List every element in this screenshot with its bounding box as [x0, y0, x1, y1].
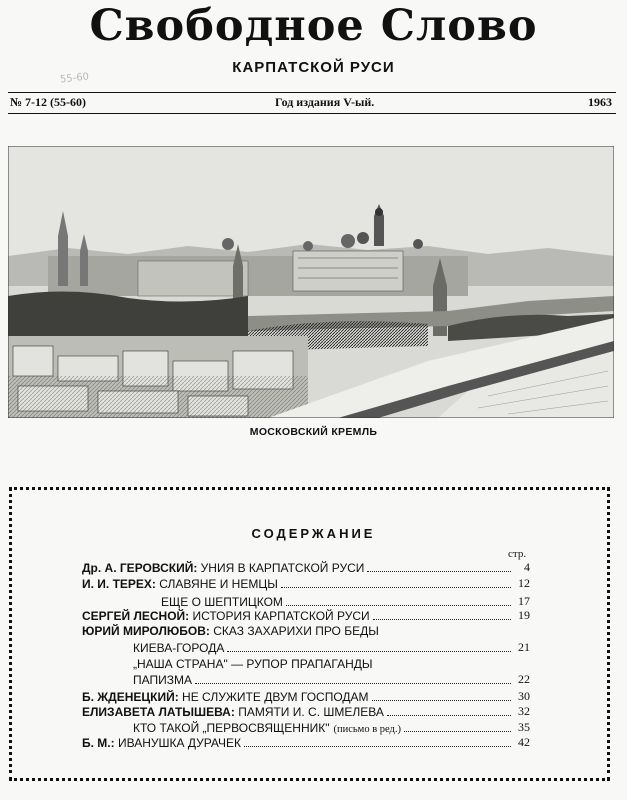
toc-title-cont: КИЕВА-ГОРОДА: [133, 641, 225, 655]
dot-leader: [367, 571, 511, 572]
toc-title: УНИЯ В КАРПАТСКОЙ РУСИ: [200, 561, 365, 575]
dot-leader: [281, 587, 511, 588]
toc-entry: [82, 704, 530, 719]
toc-author: Б. М.:: [82, 736, 115, 750]
toc-entry: [133, 656, 530, 671]
toc-title: СКАЗ ЗАХАРИХИ ПРО БЕДЫ: [213, 624, 379, 638]
toc-page: 30: [518, 689, 530, 703]
top-rule: [8, 92, 616, 93]
toc-title: СЛАВЯНЕ И НЕМЦЫ: [159, 577, 278, 591]
toc-entry: [82, 608, 530, 623]
toc-entry: [82, 623, 530, 638]
toc-note: (письмо в ред.): [333, 724, 402, 735]
toc-entry: [133, 720, 530, 735]
toc-page: 42: [518, 735, 530, 749]
dot-leader: [286, 605, 511, 606]
toc-page: 21: [518, 640, 530, 654]
dot-leader: [387, 715, 511, 716]
dot-leader: [227, 651, 511, 652]
newspaper-title: Свободное Слово: [89, 1, 538, 51]
dot-leader: [372, 700, 511, 701]
newspaper-subtitle: КАРПАТСКОЙ РУСИ: [232, 59, 395, 76]
toc-title: ИСТОРИЯ КАРПАТСКОЙ РУСИ: [192, 609, 370, 623]
toc-entry: [82, 560, 530, 575]
dot-leader: [244, 746, 511, 747]
toc-author: СЕРГЕЙ ЛЕСНОЙ:: [82, 609, 190, 623]
toc-title: „НАША СТРАНА" — РУПОР ПРАПАГАНДЫ: [133, 657, 373, 671]
toc-title: ПАМЯТИ И. С. ШМЕЛЕВА: [238, 705, 384, 719]
toc-entry: [161, 594, 530, 609]
toc-author: ЕЛИЗАВЕТА ЛАТЫШЕВА:: [82, 705, 235, 719]
toc-title: КТО ТАКОЙ „ПЕРВОСВЯЩЕННИК": [133, 721, 330, 735]
issue-number: № 7-12 (55-60): [10, 95, 87, 109]
kremlin-illustration: [8, 146, 614, 418]
toc-page: 32: [518, 704, 530, 718]
toc-author: ЮРИЙ МИРОЛЮБОВ:: [82, 624, 210, 638]
dot-leader: [195, 683, 511, 684]
toc-page: 12: [518, 576, 530, 590]
toc-entry: [82, 735, 530, 750]
toc-entry: [82, 576, 530, 591]
pencil-note: 55-60: [59, 71, 90, 86]
toc-page: 22: [518, 672, 530, 686]
toc-page: 19: [518, 608, 530, 622]
toc-entry-cont: [133, 672, 530, 687]
dot-leader: [373, 619, 511, 620]
toc-author: Др. А. ГЕРОВСКИЙ:: [82, 561, 198, 575]
page-column-label: стр.: [508, 548, 527, 560]
toc-title: ЕЩЕ О ШЕПТИЦКОМ: [161, 595, 283, 609]
bottom-rule: [8, 113, 616, 114]
toc-title: НЕ СЛУЖИТЕ ДВУМ ГОСПОДАМ: [182, 690, 369, 704]
issue-info-row: [10, 95, 614, 111]
toc-page: 17: [518, 594, 530, 608]
toc-heading: СОДЕРЖАНИЕ: [251, 526, 376, 541]
issue-year: 1963: [588, 95, 612, 109]
publication-year-label: Год издания V-ый.: [275, 95, 375, 109]
illustration-caption: МОСКОВСКИЙ КРЕМЛЬ: [249, 426, 378, 438]
toc-title: ИВАНУШКА ДУРАЧЕК: [117, 736, 241, 750]
toc-entry: [82, 689, 530, 704]
toc-title-cont: ПАПИЗМА: [133, 673, 192, 687]
dot-leader: [404, 731, 511, 732]
toc-page: 35: [518, 720, 530, 734]
toc-entry-cont: [133, 640, 530, 655]
toc-author: Б. ЖДЕНЕЦКИЙ:: [82, 690, 179, 704]
toc-page: 4: [524, 560, 530, 574]
toc-author: И. И. ТЕРЕХ:: [82, 577, 156, 591]
